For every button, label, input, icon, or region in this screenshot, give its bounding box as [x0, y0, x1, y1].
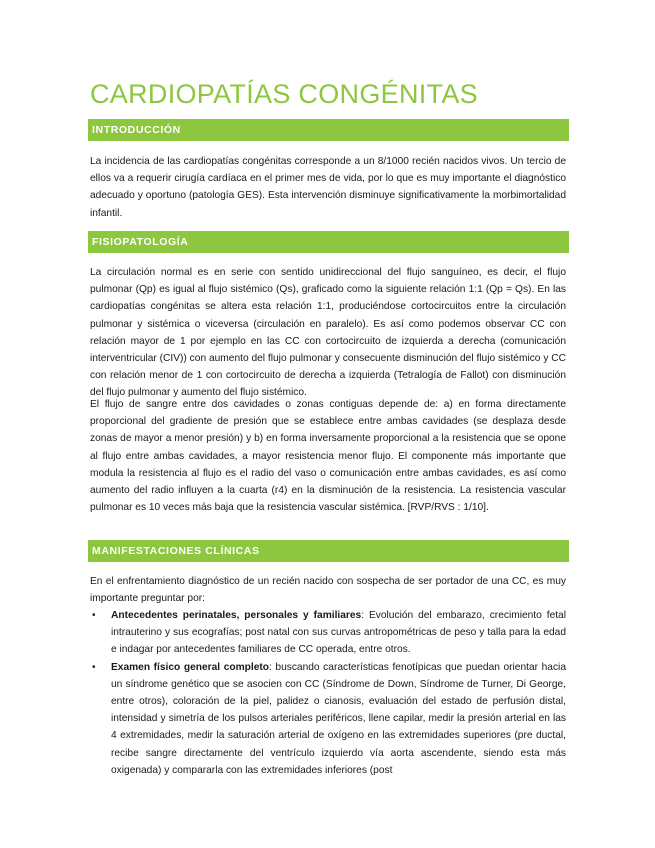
manif-bullet-list	[90, 607, 566, 779]
bullet-icon: •	[92, 661, 96, 673]
bullet-2-term: Examen físico general completo	[111, 661, 269, 673]
manif-paragraph: En el enfrentamiento diagnóstico de un recién nacido con sospecha de ser portador de una CC, es muy importante preguntar por:	[90, 576, 566, 605]
section-heading-manifestaciones: MANIFESTACIONES CLÍNICAS	[88, 540, 569, 562]
page-title: CARDIOPATÍAS CONGÉNITAS	[90, 79, 478, 109]
list-item	[90, 607, 566, 659]
fisio-paragraph-2: El flujo de sangre entre dos cavidades o zonas contiguas depende de: a) en forma directamente proporcional del gradiente de presión que se establece entre ambas cavidades (se desplaza desde zonas de mayor a menor presión) y b) en forma inversamente proporcional a la resistencia que se opone al flujo entre ambas cavidades, a mayor resistencia menor flujo. El componente más importante que modula la resistencia al flujo es el radio del vaso o comunicación entre ambas cavidades, es así como aumento del radio influyen a la cuarta (r4) en la disminución de la resistencia. La resistencia vascular pulmonar es 10 veces más baja que la resistencia vascular sistémica. [RVP/RVS : 1/10].	[90, 399, 566, 514]
bullet-1-text: : Evolución del embarazo, crecimiento fetal intrauterino y sus ecografías; post natal con sus curvas antropométricas de peso y talla para la edad e indagar por antecedentes familiares de CC operada, entre otros.	[111, 610, 566, 656]
section-heading-introduccion: INTRODUCCIÓN	[88, 119, 569, 141]
section-heading-fisiopatologia: FISIOPATOLOGÍA	[88, 231, 569, 253]
list-item	[90, 659, 566, 779]
bullet-icon: •	[92, 610, 96, 621]
fisio-paragraph-1: La circulación normal es en serie con sentido unidireccional del flujo sanguíneo, es decir, el flujo pulmonar (Qp) es igual al flujo sistémico (Qs), graficado como la siguiente relación 1:1 (Qp = Qs). En las cardiopatías congénitas se altera esta relación 1:1, produciéndose cortocircuitos entre la circulación pulmonar y sistémica o viceversa (circulación en paralelo). Es así como podemos observar CC con relación mayor de 1 por ejemplo en las CC con cortocircuito de izquierda a derecha (comunicación interventricular (CIV)) con aumento del flujo pulmonar y consecuente disminución del flujo sistémico y CC con relación menor de 1 con cortocircuito de derecha a izquierda (Tetralogía de Fallot) con disminución del flujo pulmonar y aumento del flujo sistémico.	[90, 267, 566, 399]
bullet-1-term: Antecedentes perinatales, personales y familiares	[111, 610, 362, 621]
intro-paragraph: La incidencia de las cardiopatías congénitas corresponde a un 8/1000 recién nacidos vivos. Un tercio de ellos va a requerir cirugía cardíaca en el primer mes de vida, por lo que es muy importante el diagnóstico adecuado y oportuno (patología GES). Esta intervención disminuye significativamente la morbimortalidad infantil.	[90, 156, 566, 219]
bullet-2-text: : buscando características fenotípicas que puedan orientar hacia un síndrome genético que se asocien con CC (Síndrome de Down, Síndrome de Turner, Di George, entre otros), coloración de la piel, palidez o cianosis, evaluación del estado de perfusión distal, intensidad y simetría de los pulsos arteriales periféricos, llene capilar, medir la presión arterial en las 4 extremidades, medir la saturación arterial de oxígeno en las extremidades superiores (pre ductal, recibe sangre directamente del ventrículo izquierdo vía aorta ascendente, siendo esta más oxigenada) y compararla con las extremidades inferiores (post	[111, 661, 566, 776]
